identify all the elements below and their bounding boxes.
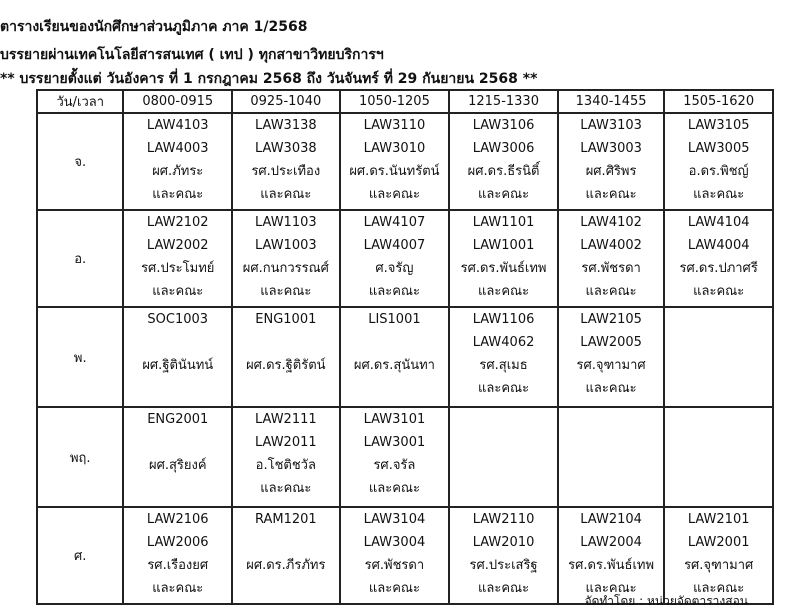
schedule-cell bbox=[123, 113, 232, 210]
course-code bbox=[124, 331, 231, 354]
course-code: LAW4007 bbox=[363, 238, 426, 253]
course-code: LAW3110 bbox=[363, 118, 426, 133]
schedule-cell bbox=[664, 307, 773, 407]
course-code: LAW4062 bbox=[472, 335, 535, 350]
document-title: ตารางเรียนของนักศึกษาส่วนภูมิภาค ภาค 1/2568 bbox=[0, 19, 308, 35]
schedule-cell bbox=[449, 507, 558, 604]
schedule-cell bbox=[340, 210, 450, 307]
and-team-label bbox=[233, 377, 339, 400]
course-code: LAW2011 bbox=[254, 435, 317, 450]
course-code: LAW1103 bbox=[254, 215, 317, 230]
and-team-label bbox=[665, 477, 772, 500]
time-header: 1215-1330 bbox=[449, 90, 558, 113]
and-team-label bbox=[124, 377, 231, 400]
instructor-name: ผศ.ดร.ธีรนิติ์ bbox=[467, 164, 540, 179]
schedule-cell bbox=[558, 407, 664, 507]
course-code: LAW2010 bbox=[472, 535, 535, 550]
schedule-cell bbox=[449, 407, 558, 507]
course-code: LAW4103 bbox=[146, 118, 209, 133]
schedule-cell bbox=[232, 307, 340, 407]
course-code: LAW2104 bbox=[580, 512, 642, 527]
time-header: 1050-1205 bbox=[340, 90, 450, 113]
and-team-label: และคณะ bbox=[585, 284, 637, 299]
instructor-name: ผศ.ดร.ฐิติรัตน์ bbox=[246, 358, 326, 373]
schedule-table bbox=[36, 89, 774, 605]
course-code: LIS1001 bbox=[368, 312, 421, 327]
instructor-name: รศ.จรัล bbox=[373, 458, 416, 473]
instructor-name: ผศ.ภัทระ bbox=[152, 164, 204, 179]
corner-header: วัน/เวลา bbox=[37, 90, 123, 113]
course-code: LAW4004 bbox=[687, 238, 750, 253]
course-code: LAW4003 bbox=[146, 141, 209, 156]
instructor-name bbox=[665, 454, 772, 477]
course-code bbox=[450, 431, 557, 454]
day-row bbox=[37, 210, 773, 307]
schedule-cell bbox=[449, 113, 558, 210]
schedule-cell bbox=[664, 113, 773, 210]
course-code: SOC1003 bbox=[147, 312, 209, 327]
day-label: อ. bbox=[37, 210, 123, 307]
schedule-cell bbox=[664, 507, 773, 604]
instructor-name bbox=[559, 454, 663, 477]
time-header: 1340-1455 bbox=[558, 90, 664, 113]
course-code: LAW3003 bbox=[580, 141, 642, 156]
course-code: LAW3006 bbox=[472, 141, 535, 156]
instructor-name: รศ.จุฑามาศ bbox=[576, 358, 646, 373]
document-subtitle: บรรยายผ่านเทคโนโลยีสารสนเทศ ( เทป ) ทุกสาขาวิทยบริการฯ bbox=[0, 47, 384, 63]
instructor-name: รศ.ดร.ปภาศรี bbox=[679, 261, 758, 276]
schedule-cell bbox=[123, 507, 232, 604]
course-code: LAW2002 bbox=[146, 238, 209, 253]
course-code: LAW3105 bbox=[687, 118, 750, 133]
day-label: จ. bbox=[37, 113, 123, 210]
course-code bbox=[665, 431, 772, 454]
instructor-name: ผศ.ศิริพร bbox=[585, 164, 637, 179]
and-team-label: และคณะ bbox=[260, 187, 312, 202]
course-code: LAW3104 bbox=[363, 512, 426, 527]
course-code: LAW2004 bbox=[580, 535, 642, 550]
course-code bbox=[665, 331, 772, 354]
and-team-label: และคณะ bbox=[152, 187, 204, 202]
course-code: LAW3001 bbox=[363, 435, 426, 450]
course-code bbox=[559, 431, 663, 454]
instructor-name: รศ.ประเสริฐ bbox=[469, 558, 538, 573]
course-code: LAW4107 bbox=[363, 215, 426, 230]
and-team-label: และคณะ bbox=[693, 284, 745, 299]
instructor-name: รศ.ประโมทย์ bbox=[141, 261, 215, 276]
instructor-name: ผศ.สุริยงค์ bbox=[148, 458, 207, 473]
and-team-label bbox=[665, 377, 772, 400]
schedule-cell bbox=[558, 210, 664, 307]
instructor-name: อ.โชติชวัล bbox=[255, 458, 316, 473]
instructor-name: รศ.พัชรดา bbox=[364, 558, 425, 573]
course-code bbox=[124, 431, 231, 454]
course-code: LAW1001 bbox=[472, 238, 535, 253]
instructor-name: รศ.จุฑามาศ bbox=[684, 558, 754, 573]
schedule-cell bbox=[123, 407, 232, 507]
course-code bbox=[665, 408, 772, 431]
day-row bbox=[37, 113, 773, 210]
day-label: พ. bbox=[37, 307, 123, 407]
instructor-name: รศ.ดร.พันธ์เทพ bbox=[568, 558, 655, 573]
course-code: ENG2001 bbox=[147, 412, 209, 427]
day-row bbox=[37, 407, 773, 507]
course-code bbox=[450, 408, 557, 431]
course-code: LAW3103 bbox=[580, 118, 642, 133]
and-team-label bbox=[450, 477, 557, 500]
course-code: LAW3005 bbox=[687, 141, 750, 156]
course-code bbox=[665, 308, 772, 331]
and-team-label bbox=[559, 477, 663, 500]
instructor-name: ผศ.ฐิตินันทน์ bbox=[142, 358, 214, 373]
schedule-cell bbox=[340, 113, 450, 210]
course-code: LAW4104 bbox=[687, 215, 750, 230]
course-code: LAW2111 bbox=[254, 412, 317, 427]
and-team-label: และคณะ bbox=[478, 381, 530, 396]
and-team-label: และคณะ bbox=[478, 581, 530, 596]
instructor-name: รศ.สุเมธ bbox=[479, 358, 528, 373]
schedule-cell bbox=[558, 307, 664, 407]
instructor-name: รศ.ดร.พันธ์เทพ bbox=[460, 261, 547, 276]
instructor-name: รศ.พัชรดา bbox=[581, 261, 641, 276]
instructor-name: รศ.ประเทือง bbox=[251, 164, 321, 179]
and-team-label: และคณะ bbox=[260, 481, 312, 496]
and-team-label bbox=[124, 477, 231, 500]
course-code: LAW3106 bbox=[472, 118, 535, 133]
schedule-cell bbox=[449, 210, 558, 307]
header-row bbox=[37, 90, 773, 113]
course-code: LAW2101 bbox=[687, 512, 750, 527]
course-code bbox=[559, 408, 663, 431]
course-code: LAW4002 bbox=[580, 238, 642, 253]
and-team-label: และคณะ bbox=[152, 284, 204, 299]
day-label: ศ. bbox=[37, 507, 123, 604]
schedule-cell bbox=[558, 113, 664, 210]
schedule-cell bbox=[232, 407, 340, 507]
instructor-name: ผศ.ดร.นันทรัตน์ bbox=[349, 164, 440, 179]
course-code: ENG1001 bbox=[255, 312, 317, 327]
day-row bbox=[37, 307, 773, 407]
course-code: LAW2102 bbox=[146, 215, 209, 230]
and-team-label: และคณะ bbox=[585, 381, 637, 396]
course-code: LAW3101 bbox=[363, 412, 426, 427]
and-team-label: และคณะ bbox=[368, 187, 420, 202]
course-code: LAW3038 bbox=[254, 141, 317, 156]
course-code: LAW2005 bbox=[580, 335, 642, 350]
schedule-cell bbox=[232, 210, 340, 307]
course-code: RAM1201 bbox=[254, 512, 317, 527]
instructor-name: ผศ.ดร.ภีรภัทร bbox=[246, 558, 326, 573]
schedule-cell bbox=[340, 407, 450, 507]
course-code: LAW3004 bbox=[363, 535, 426, 550]
and-team-label: และคณะ bbox=[152, 581, 204, 596]
day-row bbox=[37, 507, 773, 604]
instructor-name: ผศ.กนกวรรณศ์ bbox=[242, 261, 329, 276]
schedule-cell bbox=[664, 210, 773, 307]
course-code: LAW3138 bbox=[254, 118, 317, 133]
and-team-label: และคณะ bbox=[693, 581, 745, 596]
instructor-name: รศ.เรืองยศ bbox=[147, 558, 209, 573]
instructor-name: ผศ.ดร.สุนันทา bbox=[353, 358, 435, 373]
course-code bbox=[233, 531, 339, 554]
and-team-label: และคณะ bbox=[585, 581, 637, 596]
schedule-cell bbox=[232, 113, 340, 210]
schedule-cell bbox=[340, 307, 450, 407]
instructor-name: อ.ดร.พิชญ์ bbox=[688, 164, 749, 179]
schedule-cell bbox=[664, 407, 773, 507]
and-team-label: และคณะ bbox=[368, 481, 420, 496]
schedule-cell bbox=[232, 507, 340, 604]
instructor-name: ศ.จรัญ bbox=[375, 261, 414, 276]
course-code: LAW1101 bbox=[472, 215, 535, 230]
and-team-label: และคณะ bbox=[260, 284, 312, 299]
day-label: พฤ. bbox=[37, 407, 123, 507]
time-header: 0925-1040 bbox=[232, 90, 340, 113]
schedule-cell bbox=[340, 507, 450, 604]
course-code: LAW1106 bbox=[472, 312, 535, 327]
schedule-cell bbox=[449, 307, 558, 407]
time-header: 1505-1620 bbox=[664, 90, 773, 113]
schedule-cell bbox=[558, 507, 664, 604]
and-team-label: และคณะ bbox=[478, 284, 530, 299]
course-code: LAW4102 bbox=[580, 215, 642, 230]
and-team-label: และคณะ bbox=[368, 284, 420, 299]
instructor-name bbox=[665, 354, 772, 377]
and-team-label: และคณะ bbox=[368, 581, 420, 596]
course-code: LAW1003 bbox=[254, 238, 317, 253]
course-code: LAW3010 bbox=[363, 141, 426, 156]
course-code: LAW2106 bbox=[146, 512, 209, 527]
course-code bbox=[233, 331, 339, 354]
schedule-cell bbox=[123, 307, 232, 407]
schedule-period: ** บรรยายตั้งแต่ วันอังคาร ที่ 1 กรกฎาคม 2568 ถึง วันจันทร์ ที่ 29 กันยายน 2568 ** bbox=[0, 71, 538, 87]
and-team-label: และคณะ bbox=[693, 187, 745, 202]
and-team-label bbox=[233, 577, 339, 600]
course-code: LAW2001 bbox=[687, 535, 750, 550]
instructor-name bbox=[450, 454, 557, 477]
and-team-label bbox=[341, 377, 449, 400]
course-code: LAW2110 bbox=[472, 512, 535, 527]
prepared-by-note: จัดทำโดย : หน่วยจัดตารางสอน bbox=[584, 594, 748, 608]
course-code: LAW2006 bbox=[146, 535, 209, 550]
schedule-cell bbox=[123, 210, 232, 307]
and-team-label: และคณะ bbox=[478, 187, 530, 202]
time-header: 0800-0915 bbox=[123, 90, 232, 113]
course-code bbox=[341, 331, 449, 354]
and-team-label: และคณะ bbox=[585, 187, 637, 202]
course-code: LAW2105 bbox=[580, 312, 642, 327]
